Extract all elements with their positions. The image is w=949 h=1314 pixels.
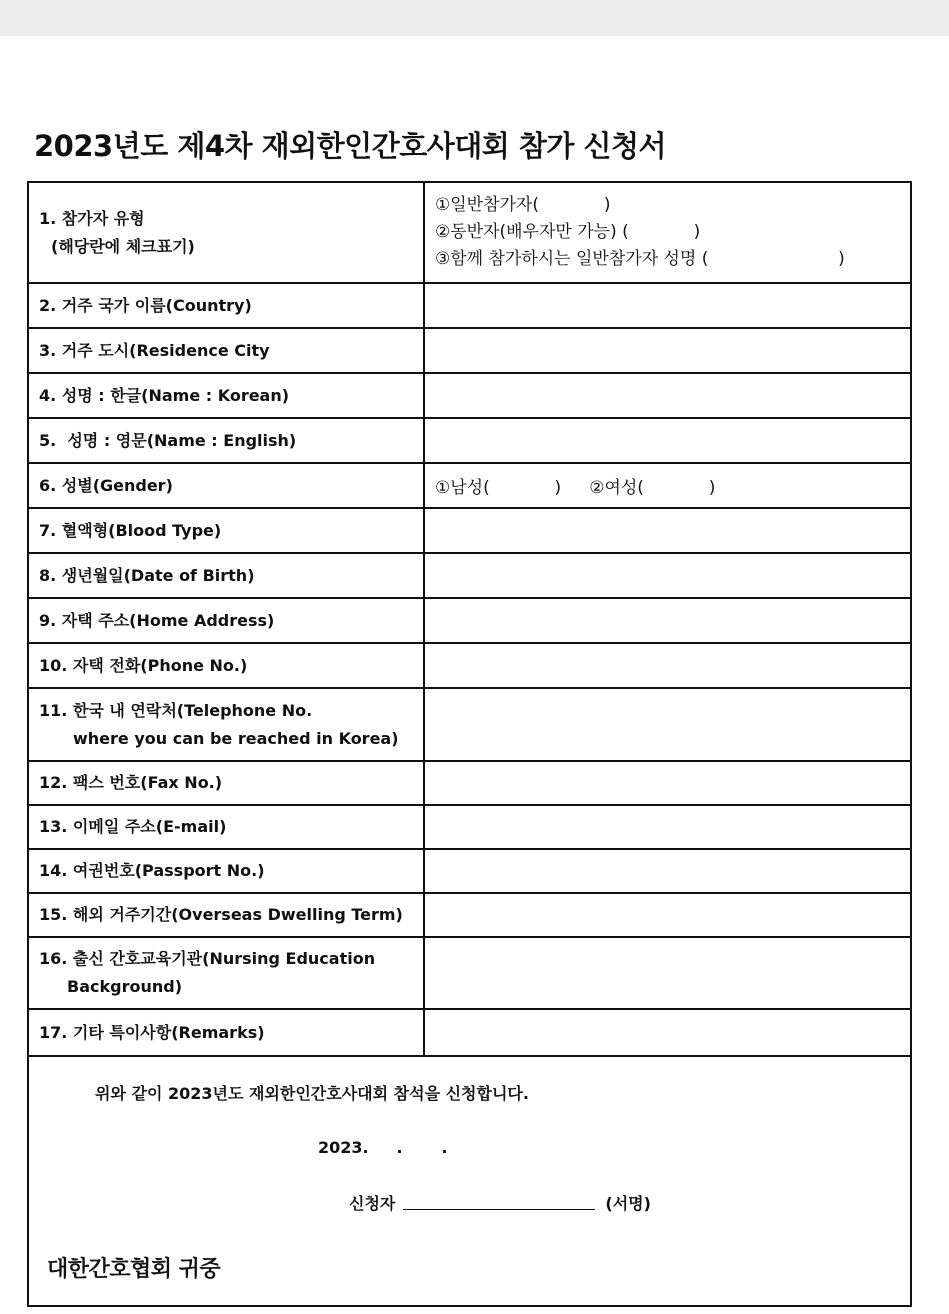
row-participant-type [29, 183, 910, 284]
name-english-label: 5. 성명 : 영문(Name : English) [39, 430, 297, 450]
signature-field[interactable] [403, 1209, 595, 1210]
name-korean-field[interactable] [435, 374, 905, 417]
home-address-field[interactable] [435, 599, 905, 642]
signature-line [349, 1191, 651, 1214]
home-address-label: 9. 자택 주소(Home Address) [39, 610, 275, 630]
application-date[interactable]: 2023. . . [318, 1138, 448, 1157]
applicant-label: 신청자 [349, 1194, 396, 1213]
passport-label: 14. 여권번호(Passport No.) [39, 861, 265, 880]
birth-date-field[interactable] [435, 554, 905, 597]
row-overseas-term [29, 894, 910, 938]
row-fax [29, 762, 910, 806]
fax-field[interactable] [435, 762, 905, 804]
top-bar [0, 0, 949, 36]
fax-label: 12. 팩스 번호(Fax No.) [39, 773, 223, 792]
nursing-education-sublabel: Background) [67, 977, 182, 996]
option-accompanying-participant-name[interactable]: ③함께 참가하시는 일반참가자 성명 ( ) [435, 249, 845, 269]
name-english-field[interactable] [435, 419, 905, 462]
korea-contact-sublabel: where you can be reached in Korea) [73, 728, 399, 748]
row-remarks [29, 1010, 910, 1057]
gender-label: 6. 성별(Gender) [39, 475, 173, 495]
participant-type-hint: (해당란에 체크표기) [51, 236, 195, 256]
remarks-label: 17. 기타 특이사항(Remarks) [39, 1022, 265, 1042]
application-form [27, 181, 912, 1307]
email-label: 13. 이메일 주소(E-mail) [39, 817, 227, 836]
blood-type-field[interactable] [435, 509, 905, 552]
row-email [29, 806, 910, 850]
declaration-text: 위와 같이 2023년도 재외한인간호사대회 참석을 신청합니다. [95, 1084, 529, 1103]
row-birth-date [29, 554, 910, 599]
row-blood-type [29, 509, 910, 554]
remarks-field[interactable] [435, 1010, 905, 1055]
addressee: 대한간호협회 귀중 [47, 1257, 221, 1282]
option-general-participant[interactable]: ①일반참가자( ) [435, 195, 611, 215]
option-female[interactable]: ②여성( ) [589, 478, 716, 498]
row-passport [29, 850, 910, 894]
row-name-english [29, 419, 910, 464]
phone-label: 10. 자택 전화(Phone No.) [39, 655, 248, 675]
blood-type-label: 7. 혈액형(Blood Type) [39, 520, 222, 540]
email-field[interactable] [435, 806, 905, 848]
nursing-education-label: 16. 출신 간호교육기관(Nursing Education [39, 949, 376, 968]
option-companion[interactable]: ②동반자(배우자만 가능) ( ) [435, 222, 701, 242]
overseas-term-label: 15. 해외 거주기간(Overseas Dwelling Term) [39, 905, 403, 924]
korea-contact-field[interactable] [435, 689, 905, 760]
name-korean-label: 4. 성명 : 한글(Name : Korean) [39, 385, 290, 405]
participant-type-label: 1. 참가자 유형 [39, 208, 145, 228]
phone-field[interactable] [435, 644, 905, 687]
row-gender [29, 464, 910, 509]
country-label: 2. 거주 국가 이름(Country) [39, 295, 252, 315]
option-male[interactable]: ①남성( ) [435, 478, 562, 498]
korea-contact-label: 11. 한국 내 연락처(Telephone No. [39, 700, 313, 720]
row-home-address [29, 599, 910, 644]
nursing-education-field[interactable] [435, 938, 905, 1008]
row-country [29, 284, 910, 329]
row-korea-contact [29, 689, 910, 762]
signature-label: (서명) [605, 1194, 651, 1213]
country-field[interactable] [435, 284, 905, 327]
row-nursing-education [29, 938, 910, 1010]
form-title: 2023년도 제4차 재외한인간호사대회 참가 신청서 [34, 129, 667, 163]
row-phone [29, 644, 910, 689]
birth-date-label: 8. 생년월일(Date of Birth) [39, 565, 255, 585]
row-name-korean [29, 374, 910, 419]
passport-field[interactable] [435, 850, 905, 892]
city-label: 3. 거주 도시(Residence City [39, 340, 270, 360]
row-city [29, 329, 910, 374]
overseas-term-field[interactable] [435, 894, 905, 936]
city-field[interactable] [435, 329, 905, 372]
